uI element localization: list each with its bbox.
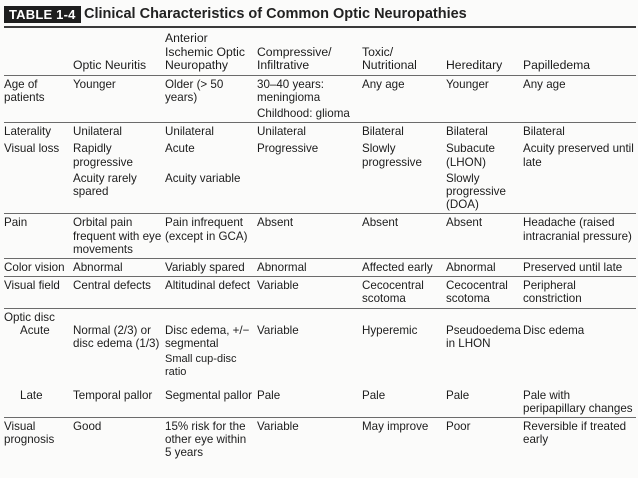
column-header-blank: [4, 28, 73, 75]
table-row-optic-disc: [4, 308, 636, 324]
cell: Affected early: [362, 258, 446, 276]
row-label: Age of patients: [4, 75, 73, 123]
optic-neuropathies-table: [4, 28, 636, 462]
cell-text: 30–40 years: meningioma: [257, 77, 325, 104]
cell: Abnormal: [257, 258, 362, 276]
cell: Pain infrequent (except in GCA): [165, 214, 257, 259]
cell: Cecocentral scotoma: [446, 277, 523, 308]
cell-subtext: Small cup-disc ratio: [165, 353, 237, 379]
cell: [257, 75, 362, 123]
row-label: Color vision: [4, 258, 73, 276]
cell: Segmental pallor: [165, 388, 253, 402]
cell: Absent: [257, 214, 362, 259]
cell: Orbital pain frequent with eye movements: [73, 214, 165, 259]
table-row-laterality: [4, 123, 636, 141]
cell: Hyperemic: [362, 323, 418, 337]
header-row: [4, 28, 636, 75]
cell: Any age: [362, 75, 446, 123]
table-caption: [4, 4, 636, 24]
cell-subtext: Acuity variable: [165, 171, 241, 185]
cell: Disc edema: [523, 323, 585, 337]
cell: Preserved until late: [523, 258, 636, 276]
cell: Variable: [257, 277, 362, 308]
cell: Unilateral: [165, 123, 257, 141]
row-label: Optic disc: [4, 308, 636, 324]
cell: Younger: [73, 75, 165, 123]
cell: Any age: [523, 75, 636, 123]
table-row-pain: [4, 214, 636, 259]
cell: Pseudoedema in LHON: [446, 323, 521, 350]
cell: [73, 140, 165, 214]
cell: Unilateral: [73, 123, 165, 141]
cell: Absent: [446, 214, 523, 259]
cell: Variable: [257, 323, 299, 337]
cell: Unilateral: [257, 123, 362, 141]
column-header-hereditary: Hereditary: [446, 58, 503, 73]
table-row-visual-field: [4, 277, 636, 308]
cell: Normal (2/3) or disc edema (1/3): [73, 323, 160, 350]
cell: [165, 140, 257, 214]
cell-text: Disc edema, +/− segmental: [165, 323, 250, 350]
table-title: Clinical Characteristics of Common Optic Neuropathies: [84, 6, 467, 22]
cell: Peripheral constriction: [523, 277, 636, 308]
cell: Pale: [446, 388, 470, 402]
cell: Poor: [446, 417, 523, 461]
table-row-visual-loss: [4, 140, 636, 214]
cell: 15% risk for the other eye within 5 years: [165, 417, 257, 461]
row-label: Acute: [20, 323, 50, 337]
cell-subtext: Slowly progressive (DOA): [446, 171, 506, 212]
table-row-acute: [4, 324, 636, 382]
cell: Abnormal: [446, 258, 523, 276]
cell: Variable: [257, 417, 362, 461]
cell: Variably spared: [165, 258, 257, 276]
row-label: Visual loss: [4, 142, 60, 156]
table-row-age: [4, 75, 636, 123]
cell-text: Rapidly progressive: [73, 142, 133, 169]
column-header-papilledema: Papilledema: [523, 58, 591, 73]
cell: May improve: [362, 417, 446, 461]
table-row-late: [4, 382, 636, 418]
cell: Absent: [362, 214, 446, 259]
cell: Bilateral: [523, 123, 636, 141]
cell: Slowly progressive: [362, 142, 422, 169]
cell: Acuity preserved until late: [523, 142, 634, 169]
cell: Older (> 50 years): [165, 75, 257, 123]
cell: Headache (raised intracranial pressure): [523, 214, 636, 259]
cell: Pale: [362, 388, 386, 402]
row-label: Visual field: [4, 277, 73, 308]
cell: Altitudinal defect: [165, 277, 257, 308]
table-wrapper: [4, 26, 636, 462]
cell: Younger: [446, 75, 523, 123]
cell: Reversible if treated early: [523, 417, 636, 461]
cell: Pale with peripapillary changes: [523, 388, 633, 415]
cell-text: Acute: [165, 142, 195, 156]
cell: [446, 140, 523, 214]
cell: Good: [73, 417, 165, 461]
cell: Central defects: [73, 277, 165, 308]
table-row-color-vision: [4, 258, 636, 276]
cell: Abnormal: [73, 258, 165, 276]
cell: Bilateral: [362, 123, 446, 141]
cell: [165, 324, 257, 382]
table-number-badge: TABLE 1-4: [4, 6, 81, 23]
cell-subtext: Acuity rarely spared: [73, 171, 137, 198]
table-row-prognosis: [4, 417, 636, 461]
row-label: Visual prognosis: [4, 417, 73, 461]
cell-subtext: Childhood: glioma: [257, 106, 350, 120]
column-header-optic-neuritis: Optic Neuritis: [73, 58, 147, 73]
cell: Progressive: [257, 142, 319, 156]
column-header-compressive: Compressive/ Infiltrative: [257, 44, 332, 73]
cell: Bilateral: [446, 123, 523, 141]
row-label: Pain: [4, 214, 73, 259]
column-header-aion: Anterior Ischemic Optic Neuropathy: [165, 31, 245, 73]
column-header-toxic: Toxic/ Nutritional: [362, 44, 417, 73]
cell: Pale: [257, 388, 281, 402]
cell: Temporal pallor: [73, 388, 153, 402]
cell-text: Subacute (LHON): [446, 142, 495, 169]
cell: Cecocentral scotoma: [362, 277, 446, 308]
row-label: Late: [20, 388, 43, 402]
row-label: Laterality: [4, 123, 73, 141]
